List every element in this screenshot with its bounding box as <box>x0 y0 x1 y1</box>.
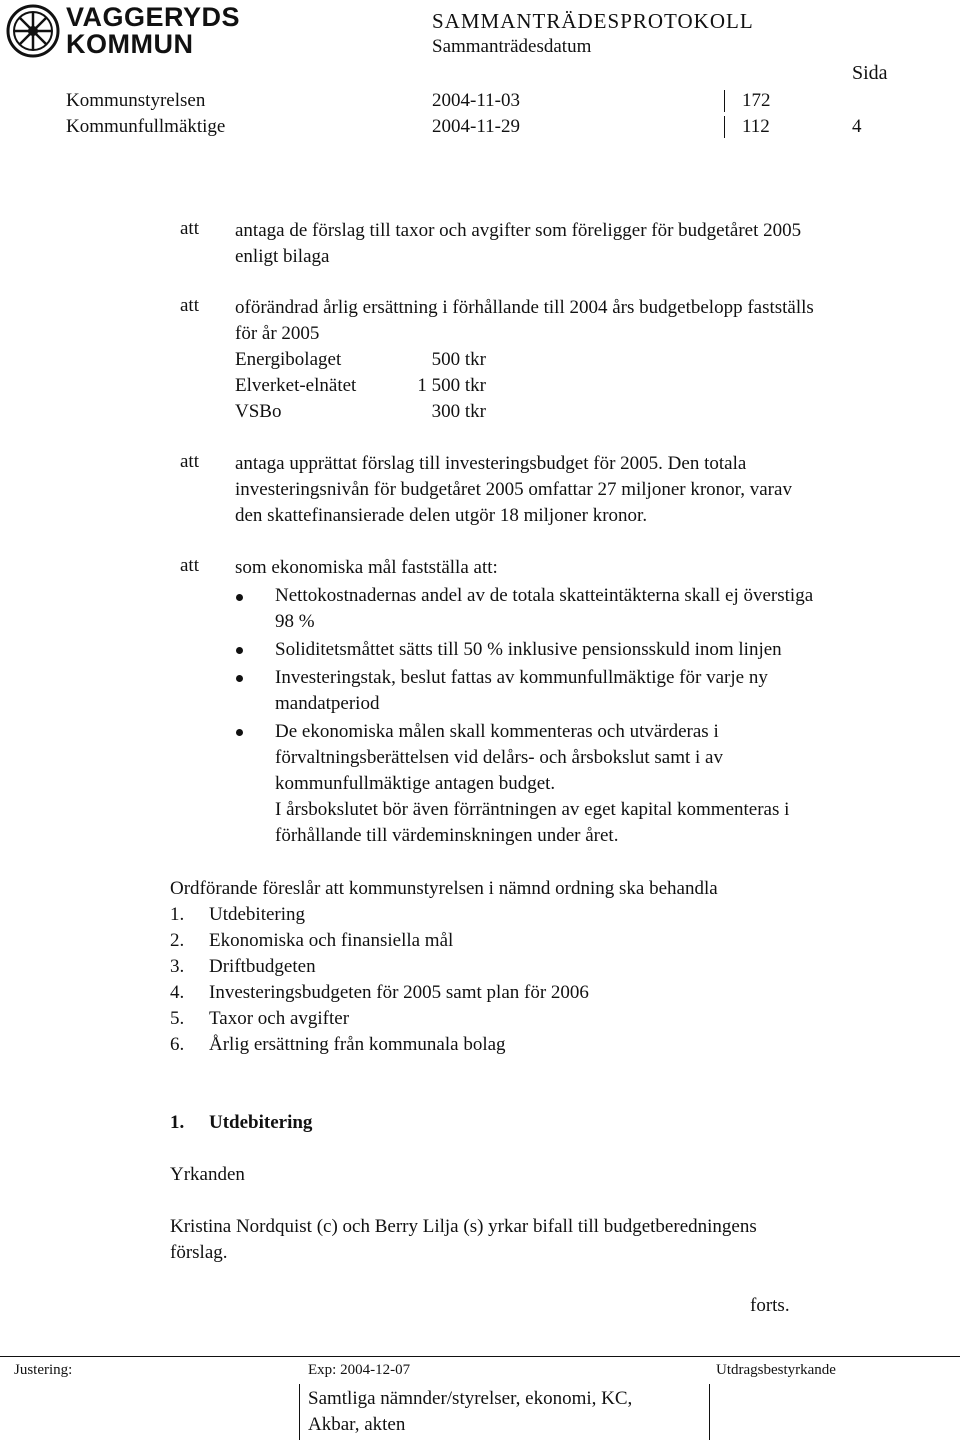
footer-box-left <box>299 1384 300 1440</box>
paragraph-number-2: 112 <box>742 116 770 137</box>
amount-value: 500 tkr <box>431 349 486 370</box>
decision-text: som ekonomiska mål fastställa att: <box>235 557 498 578</box>
att-label: att <box>180 555 199 576</box>
recipients <box>308 1386 632 1438</box>
bullet-icon <box>236 594 243 601</box>
text-line: antaga de förslag till taxor och avgifter som föreligger för budgetåret 2005 <box>235 220 802 241</box>
bullet-item <box>275 583 895 635</box>
list-number: 1. <box>170 904 185 925</box>
text-line: mandatperiod <box>275 693 380 714</box>
bullet-icon <box>236 675 243 682</box>
logo-text <box>66 4 240 58</box>
meeting-date-1: 2004-11-03 <box>432 90 520 111</box>
decision-text <box>235 451 895 529</box>
amount-name: Elverket-elnätet <box>235 375 357 396</box>
text-line: investeringsnivån för budgetåret 2005 omfattar 27 miljoner kronor, varav <box>235 479 792 500</box>
text-line: oförändrad årlig ersättning i förhållande till 2004 års budgetbelopp fastställs <box>235 297 814 318</box>
page-number: 4 <box>852 116 862 137</box>
expedition-date: Exp: 2004-12-07 <box>308 1362 411 1378</box>
text-line: förvaltningsberättelsen vid delårs- och årsbokslut samt i av <box>275 747 723 768</box>
paragraph-number-1: 172 <box>742 90 771 111</box>
decision-text <box>235 218 895 270</box>
footer-divider <box>0 1356 960 1357</box>
date-column-heading: Sammanträdesdatum <box>432 36 592 57</box>
text-line: Investeringstak, beslut fattas av kommunfullmäktige för varje ny <box>275 667 768 688</box>
meeting-date-2: 2004-11-29 <box>432 116 520 137</box>
column-divider <box>724 90 725 112</box>
list-number: 4. <box>170 982 185 1003</box>
amount-value: 300 tkr <box>431 401 486 422</box>
list-number: 2. <box>170 930 185 951</box>
document-title: SAMMANTRÄDESPROTOKOLL <box>432 9 754 33</box>
bullet-icon <box>236 729 243 736</box>
bullet-item <box>275 637 895 663</box>
column-divider <box>724 116 725 138</box>
list-number: 6. <box>170 1034 185 1055</box>
bullet-icon <box>236 647 243 654</box>
bullet-item <box>275 665 895 717</box>
amount-name: Energibolaget <box>235 349 342 370</box>
text-line: I årsbokslutet bör även förräntningen av eget kapital kommenteras i <box>275 799 790 820</box>
list-item: Investeringsbudgeten för 2005 samt plan för 2006 <box>209 982 589 1003</box>
text-line: för år 2005 <box>235 323 320 344</box>
list-item: Driftbudgeten <box>209 956 316 977</box>
extract-certification-label: Utdragsbestyrkande <box>716 1362 836 1378</box>
logo-line-2: KOMMUN <box>66 29 194 59</box>
att-label: att <box>180 295 199 316</box>
text-line: enligt bilaga <box>235 246 330 267</box>
text-line: De ekonomiska målen skall kommenteras och utvärderas i <box>275 721 719 742</box>
logo-line-1: VAGGERYDS <box>66 2 241 32</box>
decision-text <box>235 295 895 347</box>
text-line: Soliditetsmåttet sätts till 50 % inklusive pensionsskuld inom linjen <box>275 639 782 660</box>
proposal-intro: Ordförande föreslår att kommunstyrelsen i nämnd ordning ska behandla <box>170 878 718 899</box>
list-number: 3. <box>170 956 185 977</box>
text-line: 98 % <box>275 611 315 632</box>
att-label: att <box>180 218 199 239</box>
section-heading: Utdebitering <box>209 1112 313 1133</box>
section-number: 1. <box>170 1112 185 1133</box>
amount-value: 1 500 tkr <box>417 375 486 396</box>
text-line: den skattefinansierade delen utgör 18 miljoner kronor. <box>235 505 648 526</box>
section-body-line: Kristina Nordquist (c) och Berry Lilja (s) yrkar bifall till budgetberedningens <box>170 1216 757 1237</box>
footer-box-right <box>709 1384 710 1440</box>
page-column-heading: Sida <box>852 62 888 84</box>
list-item: Årlig ersättning från kommunala bolag <box>209 1034 506 1055</box>
att-label: att <box>180 451 199 472</box>
list-item: Utdebitering <box>209 904 306 925</box>
list-number: 5. <box>170 1008 185 1029</box>
amount-name: VSBo <box>235 401 282 422</box>
section-body-line: förslag. <box>170 1242 228 1263</box>
text-line: kommunfullmäktige antagen budget. <box>275 773 556 794</box>
bullet-item <box>275 719 895 849</box>
recipients-line: Samtliga nämnder/styrelser, ekonomi, KC, <box>308 1388 633 1409</box>
justering-label: Justering: <box>14 1362 73 1378</box>
continued-note: forts. <box>750 1295 790 1316</box>
recipients-line: Akbar, akten <box>308 1414 406 1435</box>
text-line: antaga upprättat förslag till investeringsbudget för 2005. Den totala <box>235 453 747 474</box>
section-subheading: Yrkanden <box>170 1164 245 1185</box>
list-item: Ekonomiska och finansiella mål <box>209 930 454 951</box>
wheel-logo-icon <box>6 4 60 58</box>
text-line: förhållande till värdeminskningen under året. <box>275 825 619 846</box>
list-item: Taxor och avgifter <box>209 1008 350 1029</box>
body-name-2: Kommunfullmäktige <box>66 116 226 137</box>
body-name-1: Kommunstyrelsen <box>66 90 206 111</box>
text-line: Nettokostnadernas andel av de totala skatteintäkterna skall ej överstiga <box>275 585 814 606</box>
